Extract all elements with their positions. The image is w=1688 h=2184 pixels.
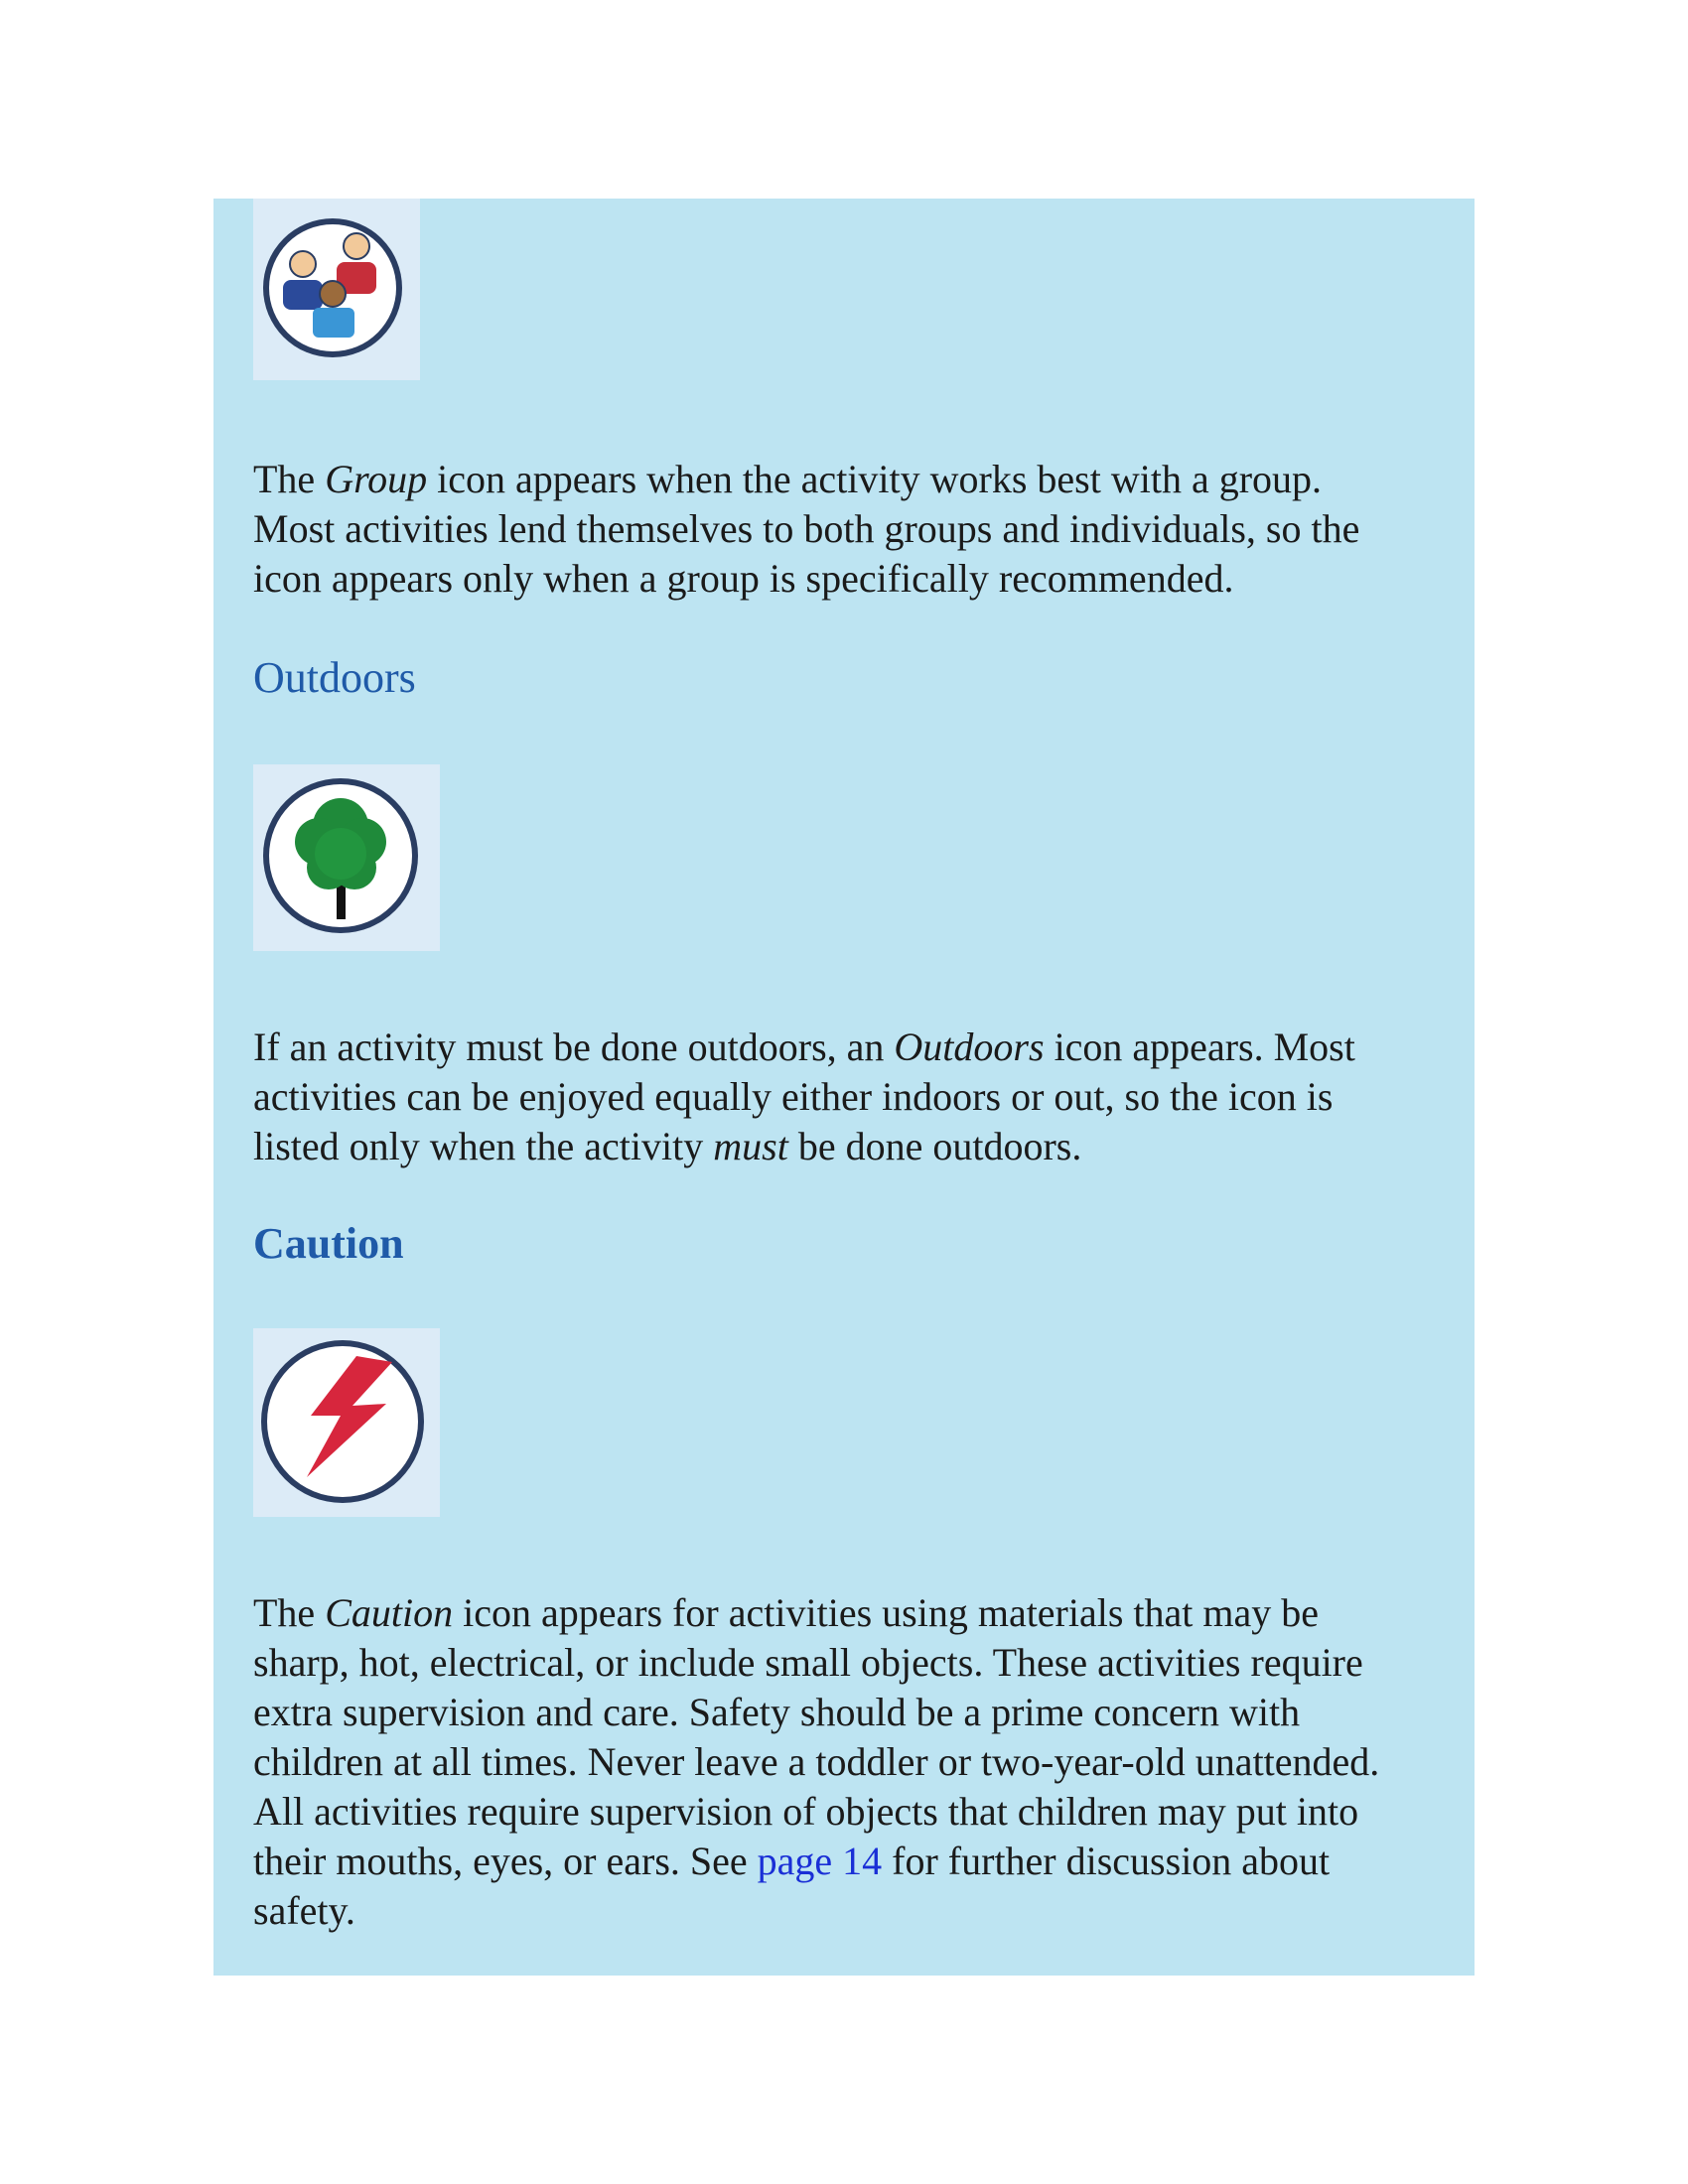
caution-heading: Caution <box>253 1219 404 1268</box>
lightning-bolt-icon <box>253 1328 440 1517</box>
caution-description-line-2: sharp, hot, electrical, or include small objects. These activities require <box>253 1640 1363 1685</box>
outdoors-description-line-3: listed only when the activity must be done outdoors. <box>253 1124 1082 1168</box>
group-description-line-1: The Group icon appears when the activity works best with a group. <box>253 457 1323 501</box>
caution-description-line-1: The Caution icon appears for activities using materials that may be <box>253 1590 1320 1635</box>
outdoors-description-line-2: activities can be enjoyed equally either indoors or out, so the icon is <box>253 1074 1334 1119</box>
caution-description-line-5: All activities require supervision of objects that children may put into <box>253 1789 1359 1834</box>
outdoors-heading: Outdoors <box>253 653 416 702</box>
caution-description-line-3: extra supervision and care. Safety should be a prime concern with <box>253 1690 1301 1734</box>
group-people-icon <box>253 199 420 380</box>
group-description-line-3: icon appears only when a group is specifically recommended. <box>253 556 1234 601</box>
info-panel <box>213 199 1475 1976</box>
group-description-line-2: Most activities lend themselves to both groups and individuals, so the <box>253 506 1360 551</box>
outdoors-description-line-1: If an activity must be done outdoors, an Outdoors icon appears. Most <box>253 1024 1355 1069</box>
caution-description-line-7: safety. <box>253 1888 355 1933</box>
tree-icon <box>253 764 440 951</box>
caution-description-line-6: their mouths, eyes, or ears. See page 14 for further discussion about <box>253 1839 1331 1883</box>
caution-description-line-4: children at all times. Never leave a toddler or two-year-old unattended. <box>253 1739 1380 1784</box>
page-14-link[interactable]: page 14 <box>757 1839 883 1883</box>
